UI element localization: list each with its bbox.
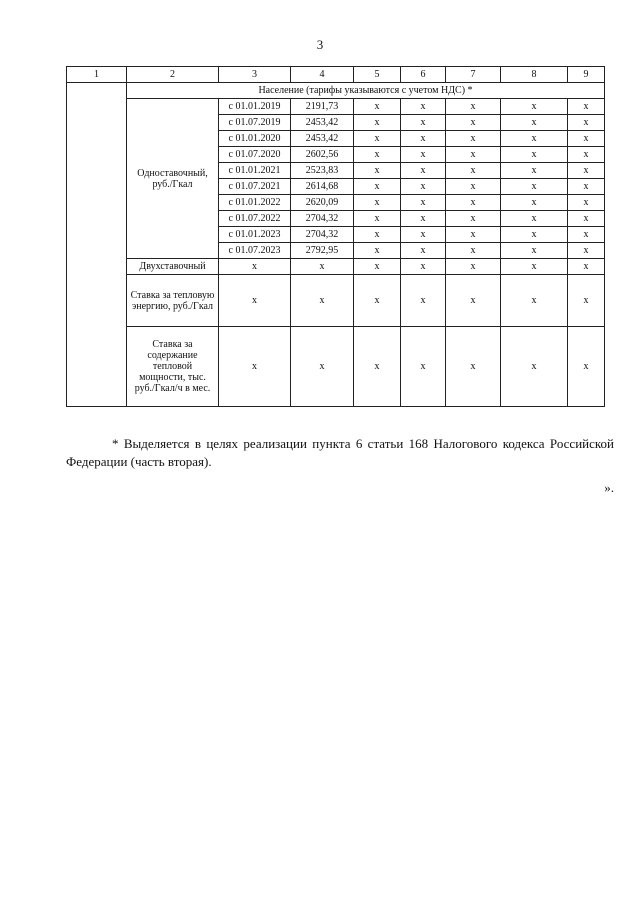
period-cell: с 01.01.2022 [219, 195, 291, 211]
period-cell: с 01.07.2022 [219, 211, 291, 227]
mark-cell: x [446, 195, 501, 211]
period-cell: с 01.01.2019 [219, 99, 291, 115]
mark-cell: x [354, 195, 401, 211]
mark-cell: x [501, 227, 568, 243]
mark-cell: x [446, 211, 501, 227]
mark-cell: x [446, 163, 501, 179]
mark-cell: x [446, 259, 501, 275]
period-cell: с 01.01.2020 [219, 131, 291, 147]
table-row [67, 99, 605, 115]
page-number: 3 [316, 37, 324, 52]
value-cell: 2191,73 [291, 99, 354, 115]
mark-cell: x [219, 275, 291, 327]
tariff-table [66, 66, 605, 407]
period-cell: с 01.01.2021 [219, 163, 291, 179]
table-row [67, 259, 605, 275]
mark-cell: x [501, 115, 568, 131]
mark-cell: x [446, 99, 501, 115]
section-title: Население (тарифы указываются с учетом НДС) * [127, 83, 605, 99]
value-cell: 2523,83 [291, 163, 354, 179]
column-number: 9 [568, 67, 605, 83]
mark-cell: x [501, 195, 568, 211]
mark-cell: x [219, 327, 291, 407]
empty-column-cell [67, 83, 127, 407]
mark-cell: x [401, 147, 446, 163]
mark-cell: x [354, 275, 401, 327]
capacity-rate-label: Ставка за содержание тепловой мощности, тыс. руб./Гкал/ч в мес. [127, 327, 219, 407]
period-cell: с 01.01.2023 [219, 227, 291, 243]
value-cell: 2792,95 [291, 243, 354, 259]
mark-cell: x [501, 259, 568, 275]
two-rate-label: Двухставочный [127, 259, 219, 275]
column-number: 6 [401, 67, 446, 83]
mark-cell: x [401, 163, 446, 179]
mark-cell: x [401, 227, 446, 243]
mark-cell: x [568, 179, 605, 195]
period-cell: с 01.07.2020 [219, 147, 291, 163]
mark-cell: x [446, 179, 501, 195]
mark-cell: x [446, 243, 501, 259]
mark-cell: x [568, 99, 605, 115]
column-number: 7 [446, 67, 501, 83]
mark-cell: x [354, 115, 401, 131]
value-cell: 2453,42 [291, 131, 354, 147]
column-number: 5 [354, 67, 401, 83]
footnote: * Выделяется в целях реализации пункта 6 статьи 168 Налогового кодекса Российской Федерации (часть вторая). [66, 436, 614, 469]
column-number: 3 [219, 67, 291, 83]
value-cell: 2602,56 [291, 147, 354, 163]
section-title-row [67, 83, 605, 99]
mark-cell: x [568, 131, 605, 147]
mark-cell: x [401, 327, 446, 407]
column-number: 4 [291, 67, 354, 83]
value-cell: 2704,32 [291, 227, 354, 243]
value-cell: 2614,68 [291, 179, 354, 195]
mark-cell: x [446, 131, 501, 147]
mark-cell: x [568, 243, 605, 259]
mark-cell: x [501, 211, 568, 227]
mark-cell: x [354, 211, 401, 227]
mark-cell: x [401, 211, 446, 227]
mark-cell: x [501, 275, 568, 327]
column-number: 8 [501, 67, 568, 83]
value-cell: 2704,32 [291, 211, 354, 227]
mark-cell: x [501, 131, 568, 147]
mark-cell: x [354, 259, 401, 275]
mark-cell: x [501, 243, 568, 259]
period-cell: с 01.07.2021 [219, 179, 291, 195]
mark-cell: x [354, 227, 401, 243]
value-cell: 2620,09 [291, 195, 354, 211]
mark-cell: x [568, 259, 605, 275]
mark-cell: x [354, 327, 401, 407]
mark-cell: x [568, 211, 605, 227]
mark-cell: x [568, 227, 605, 243]
mark-cell: x [446, 227, 501, 243]
mark-cell: x [401, 179, 446, 195]
mark-cell: x [501, 163, 568, 179]
mark-cell: x [291, 327, 354, 407]
column-number: 2 [127, 67, 219, 83]
mark-cell: x [354, 243, 401, 259]
mark-cell: x [568, 195, 605, 211]
mark-cell: x [291, 275, 354, 327]
mark-cell: x [354, 179, 401, 195]
mark-cell: x [568, 115, 605, 131]
table-row [67, 327, 605, 407]
mark-cell: x [501, 179, 568, 195]
mark-cell: x [501, 99, 568, 115]
mark-cell: x [501, 147, 568, 163]
mark-cell: x [401, 131, 446, 147]
period-cell: с 01.07.2019 [219, 115, 291, 131]
mark-cell: x [354, 99, 401, 115]
mark-cell: x [568, 163, 605, 179]
mark-cell: x [219, 259, 291, 275]
mark-cell: x [354, 131, 401, 147]
mark-cell: x [446, 327, 501, 407]
mark-cell: x [568, 147, 605, 163]
energy-rate-label: Ставка за тепловую энергию, руб./Гкал [127, 275, 219, 327]
column-number-row [67, 67, 605, 83]
value-cell: 2453,42 [291, 115, 354, 131]
mark-cell: x [354, 163, 401, 179]
single-rate-label: Одноставочный, руб./Гкал [127, 99, 219, 259]
mark-cell: x [568, 275, 605, 327]
mark-cell: x [568, 327, 605, 407]
mark-cell: x [446, 147, 501, 163]
mark-cell: x [401, 195, 446, 211]
mark-cell: x [401, 259, 446, 275]
mark-cell: x [501, 327, 568, 407]
mark-cell: x [446, 115, 501, 131]
mark-cell: x [401, 275, 446, 327]
mark-cell: x [401, 99, 446, 115]
period-cell: с 01.07.2023 [219, 243, 291, 259]
mark-cell: x [354, 147, 401, 163]
table-row [67, 275, 605, 327]
mark-cell: x [401, 243, 446, 259]
mark-cell: x [446, 275, 501, 327]
mark-cell: x [401, 115, 446, 131]
column-number: 1 [67, 67, 127, 83]
mark-cell: x [291, 259, 354, 275]
closing-quote-mark: ». [604, 480, 614, 495]
